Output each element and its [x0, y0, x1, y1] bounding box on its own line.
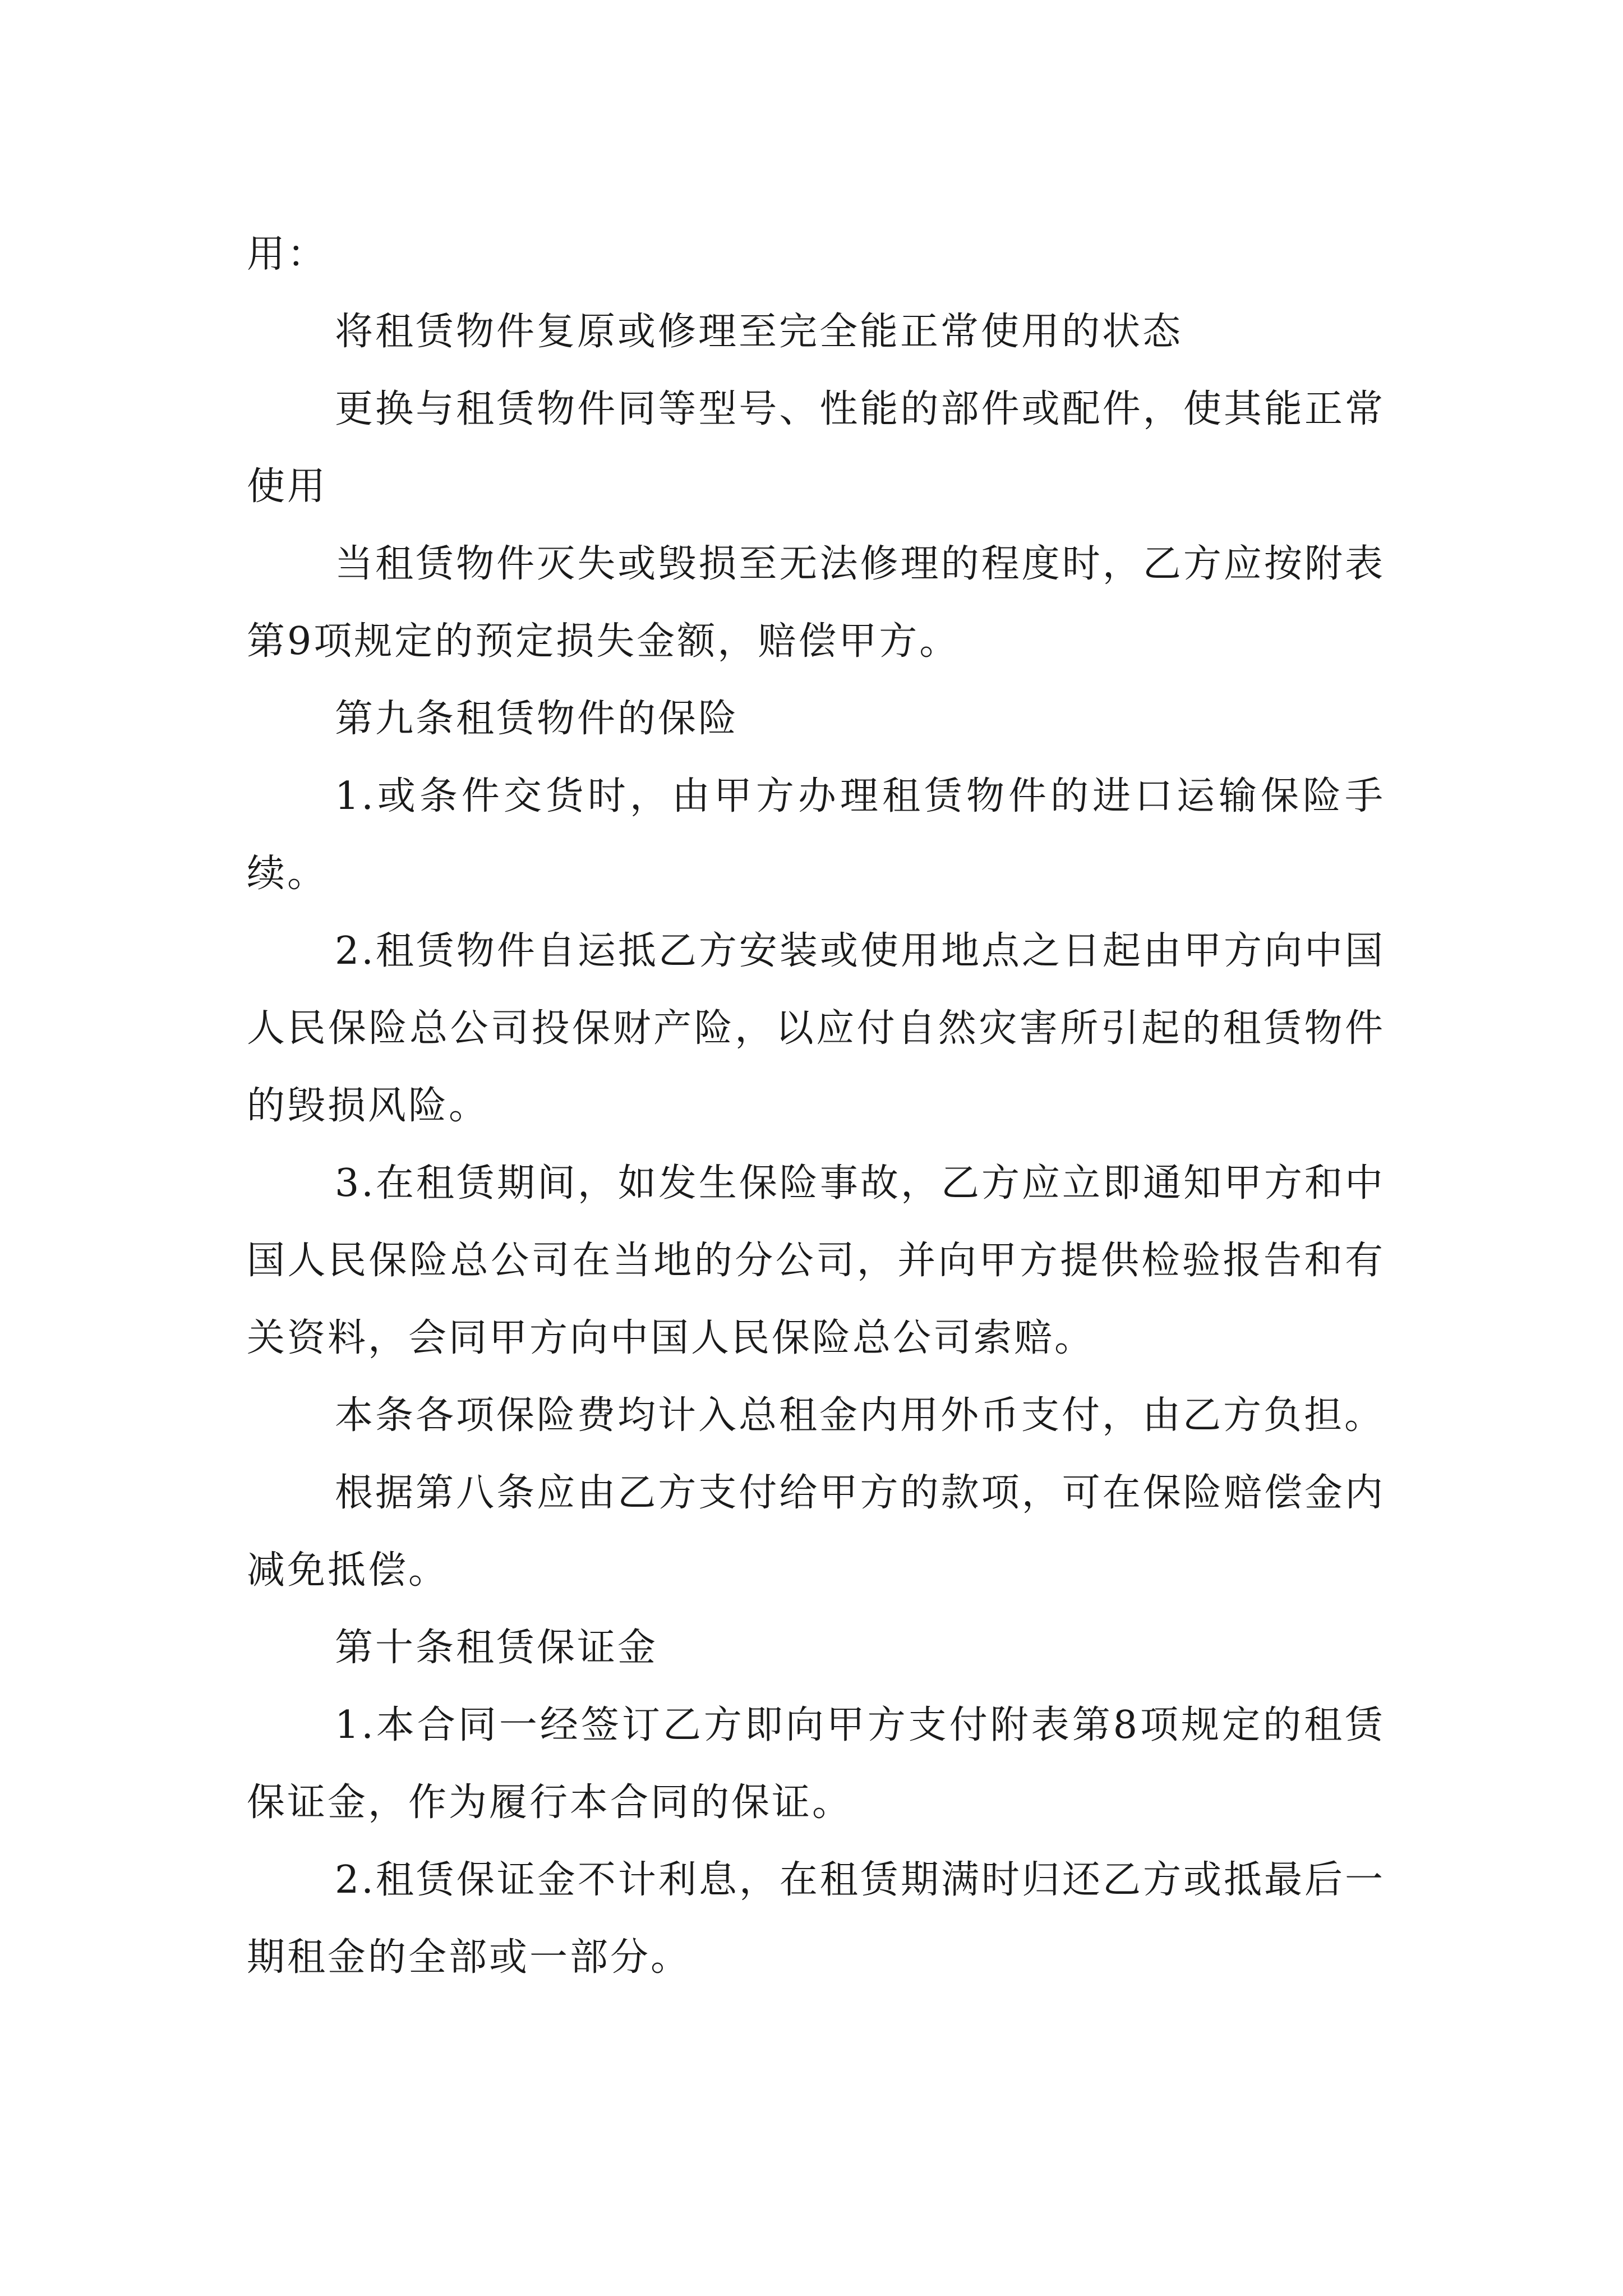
paragraph-offset: 根据第八条应由乙方支付给甲方的款项，可在保险赔偿金内减免抵偿。 — [247, 1471, 1385, 1593]
section-heading-article-10: 第十条租赁保证金 — [335, 1626, 658, 1670]
paragraph-article-9-clause-3: 3.在租赁期间，如发生保险事故，乙方应立即通知甲方和中国人民保险总公司在当地的分公司，并向甲方提供检验报告和有关资料，会同甲方向中国人民保险总公司索赔。 — [247, 1161, 1385, 1360]
paragraph-article-10-clause-1: 1.本合同一经签订乙方即向甲方支付附表第8项规定的租赁保证金，作为履行本合同的保证。 — [247, 1703, 1385, 1825]
paragraph-article-10-clause-2: 2.租赁保证金不计利息，在租赁期满时归还乙方或抵最后一期租金的全部或一部分。 — [247, 1858, 1385, 1980]
paragraph-replace-item: 更换与租赁物件同等型号、性能的部件或配件，使其能正常使用 — [247, 387, 1385, 509]
paragraph-insurance-fee: 本条各项保险费均计入总租金内用外币支付，由乙方负担。 — [335, 1393, 1385, 1438]
paragraph-article-9-clause-2: 2.租赁物件自运抵乙方安装或使用地点之日起由甲方向中国人民保险总公司投保财产险，以应付自然灾害所引起的租赁物件的毁损风险。 — [247, 929, 1385, 1128]
paragraph-article-9-clause-1: 1.或条件交货时，由甲方办理租赁物件的进口运输保险手续。 — [247, 774, 1385, 896]
paragraph-continuation: 用： — [247, 232, 328, 277]
paragraph-loss-compensation: 当租赁物件灭失或毁损至无法修理的程度时，乙方应按附表第9项规定的预定损失金额，赔偿甲方。 — [247, 542, 1385, 664]
paragraph-restore-item: 将租赁物件复原或修理至完全能正常使用的状态 — [335, 310, 1183, 354]
section-heading-article-9: 第九条租赁物件的保险 — [335, 697, 739, 741]
document-body — [247, 216, 1385, 1996]
